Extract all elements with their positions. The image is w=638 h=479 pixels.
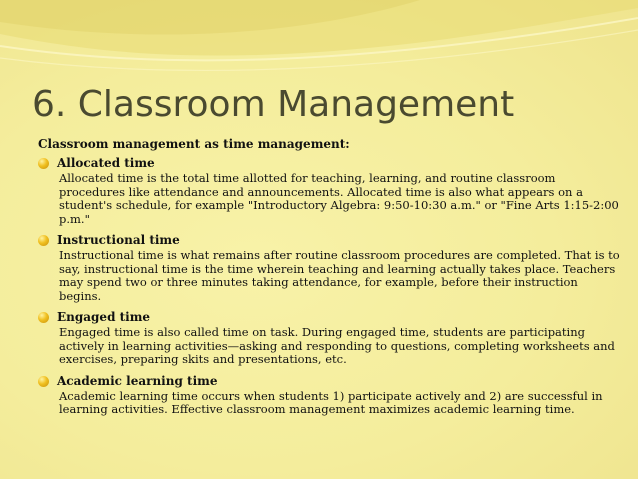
list-item xyxy=(38,155,623,230)
item-title: Academic learning time xyxy=(57,373,218,388)
slide-title: 6. Classroom Management xyxy=(32,84,515,125)
background-swoosh xyxy=(0,0,638,80)
bullet-icon xyxy=(38,158,49,169)
bullet-icon xyxy=(38,376,49,387)
item-title: Allocated time xyxy=(57,156,155,170)
bullet-icon xyxy=(38,235,49,246)
list-item xyxy=(38,232,623,307)
item-body: Allocated time is the total time allotted for teaching, learning, and routine classroom procedures like attendance and announcements. Allocated time is also what appears on a student's schedule, for example "Introductory Algebra: 9:50-10:30 a.m." or "Fine Arts 1:15-2:00 p.m." xyxy=(59,171,619,226)
list-item xyxy=(38,373,623,421)
item-body: Engaged time is also called time on task. During engaged time, students are participating actively in learning activities—asking and responding to questions, completing worksheets and exercises, preparing skits and presentations, etc. xyxy=(59,325,615,366)
item-title: Instructional time xyxy=(57,233,180,247)
slide-content xyxy=(38,136,623,423)
list-item xyxy=(38,309,623,371)
intro-heading: Classroom management as time management: xyxy=(38,137,350,151)
item-body: Academic learning time occurs when students 1) participate actively and 2) are successful in learning activities. Effective classroom management maximizes academic learning time. xyxy=(59,388,603,416)
bullet-icon xyxy=(38,312,49,323)
item-title: Engaged time xyxy=(57,310,151,324)
item-body: Instructional time is what remains after routine classroom procedures are completed. That is to say, instructional time is the time wherein teaching and learning actually takes place. Teachers may spend two or three minutes taking attendance, for example, before their instruction begins. xyxy=(59,248,620,303)
